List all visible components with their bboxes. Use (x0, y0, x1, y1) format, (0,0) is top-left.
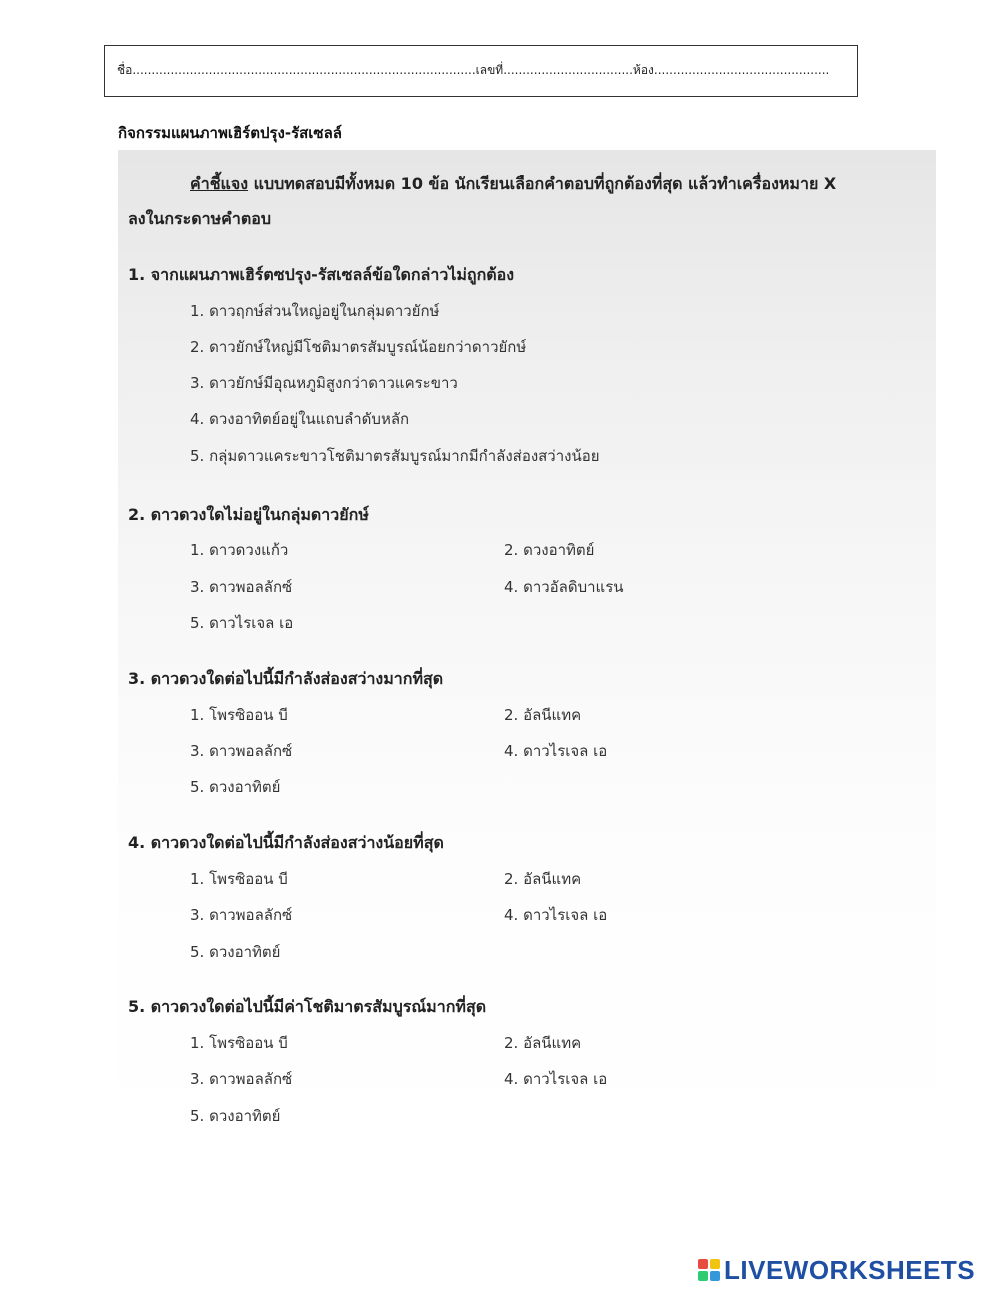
q4-choice-2: 2. อัลนีแทค (504, 870, 582, 888)
logo-text: LIVEWORKSHEETS (724, 1254, 976, 1285)
instructions-text: แบบทดสอบมีทั้งหมด 10 ข้อ นักเรียนเลือกคำตอบที่ถูกต้องที่สุด แล้วทำเครื่องหมาย X (253, 174, 837, 193)
q5-choice-2: 2. อัลนีแทค (504, 1034, 582, 1052)
question-4: 4. ดาวดวงใดต่อไปนี้มีกำลังส่องสว่างน้อยที่สุด (128, 833, 444, 852)
q5-choice-3: 3. ดาวพอลลักซ์ (190, 1070, 293, 1088)
q1-choice-4: 4. ดวงอาทิตย์อยู่ในแถบลำดับหลัก (190, 410, 410, 428)
question-3: 3. ดาวดวงใดต่อไปนี้มีกำลังส่องสว่างมากที่สุด (128, 669, 444, 688)
q4-choice-3: 3. ดาวพอลลักซ์ (190, 906, 293, 924)
q3-choice-2: 2. อัลนีแทค (504, 706, 582, 724)
q2-choice-3: 3. ดาวพอลลักซ์ (190, 578, 293, 596)
activity-title: กิจกรรมแผนภาพเฮิร์ตปรุง-รัสเซลล์ (118, 124, 342, 142)
q2-choice-1: 1. ดาวดวงแก้ว (190, 541, 289, 559)
logo-blocks-icon (698, 1259, 720, 1281)
instructions-label: คำชี้แจง (190, 174, 249, 193)
q5-choice-5: 5. ดวงอาทิตย์ (190, 1107, 281, 1125)
student-info-text: ชื่อ..........................................................................................เลขที่..................................ห้อง.............................................. (117, 63, 830, 77)
logo-block-red (698, 1259, 708, 1269)
q5-choice-1: 1. โพรซิออน บี (190, 1034, 288, 1052)
q1-choice-2: 2. ดาวยักษ์ใหญ่มีโชติมาตรสัมบูรณ์น้อยกว่าดาวยักษ์ (190, 338, 527, 356)
q3-choice-1: 1. โพรซิออน บี (190, 706, 288, 724)
question-1: 1. จากแผนภาพเฮิร์ตซปรุง-รัสเซลล์ข้อใดกล่าวไม่ถูกต้อง (128, 265, 515, 284)
instructions-line-2: ลงในกระดาษคำตอบ (128, 209, 272, 228)
q2-choice-4: 4. ดาวอัลดิบาแรน (504, 578, 624, 596)
student-info-box (104, 45, 858, 97)
logo-block-blue (710, 1271, 720, 1281)
instructions-line-1 (190, 172, 836, 197)
liveworksheets-logo[interactable] (698, 1254, 975, 1286)
question-2: 2. ดาวดวงใดไม่อยู่ในกลุ่มดาวยักษ์ (128, 505, 369, 524)
q2-choice-2: 2. ดวงอาทิตย์ (504, 541, 595, 559)
q4-choice-4: 4. ดาวไรเจล เอ (504, 906, 608, 924)
q3-choice-4: 4. ดาวไรเจล เอ (504, 742, 608, 760)
question-5: 5. ดาวดวงใดต่อไปนี้มีค่าโชติมาตรสัมบูรณ์มากที่สุด (128, 997, 487, 1016)
q4-choice-1: 1. โพรซิออน บี (190, 870, 288, 888)
q1-choice-1: 1. ดาวฤกษ์ส่วนใหญ่อยู่ในกลุ่มดาวยักษ์ (190, 302, 440, 320)
q3-choice-3: 3. ดาวพอลลักซ์ (190, 742, 293, 760)
logo-block-green (698, 1271, 708, 1281)
q3-choice-5: 5. ดวงอาทิตย์ (190, 778, 281, 796)
q1-choice-5: 5. กลุ่มดาวแคระขาวโชติมาตรสัมบูรณ์มากมีกำลังส่องสว่างน้อย (190, 447, 600, 465)
q1-choice-3: 3. ดาวยักษ์มีอุณหภูมิสูงกว่าดาวแคระขาว (190, 374, 458, 392)
q4-choice-5: 5. ดวงอาทิตย์ (190, 943, 281, 961)
q5-choice-4: 4. ดาวไรเจล เอ (504, 1070, 608, 1088)
q2-choice-5: 5. ดาวไรเจล เอ (190, 614, 294, 632)
logo-block-yellow (710, 1259, 720, 1269)
